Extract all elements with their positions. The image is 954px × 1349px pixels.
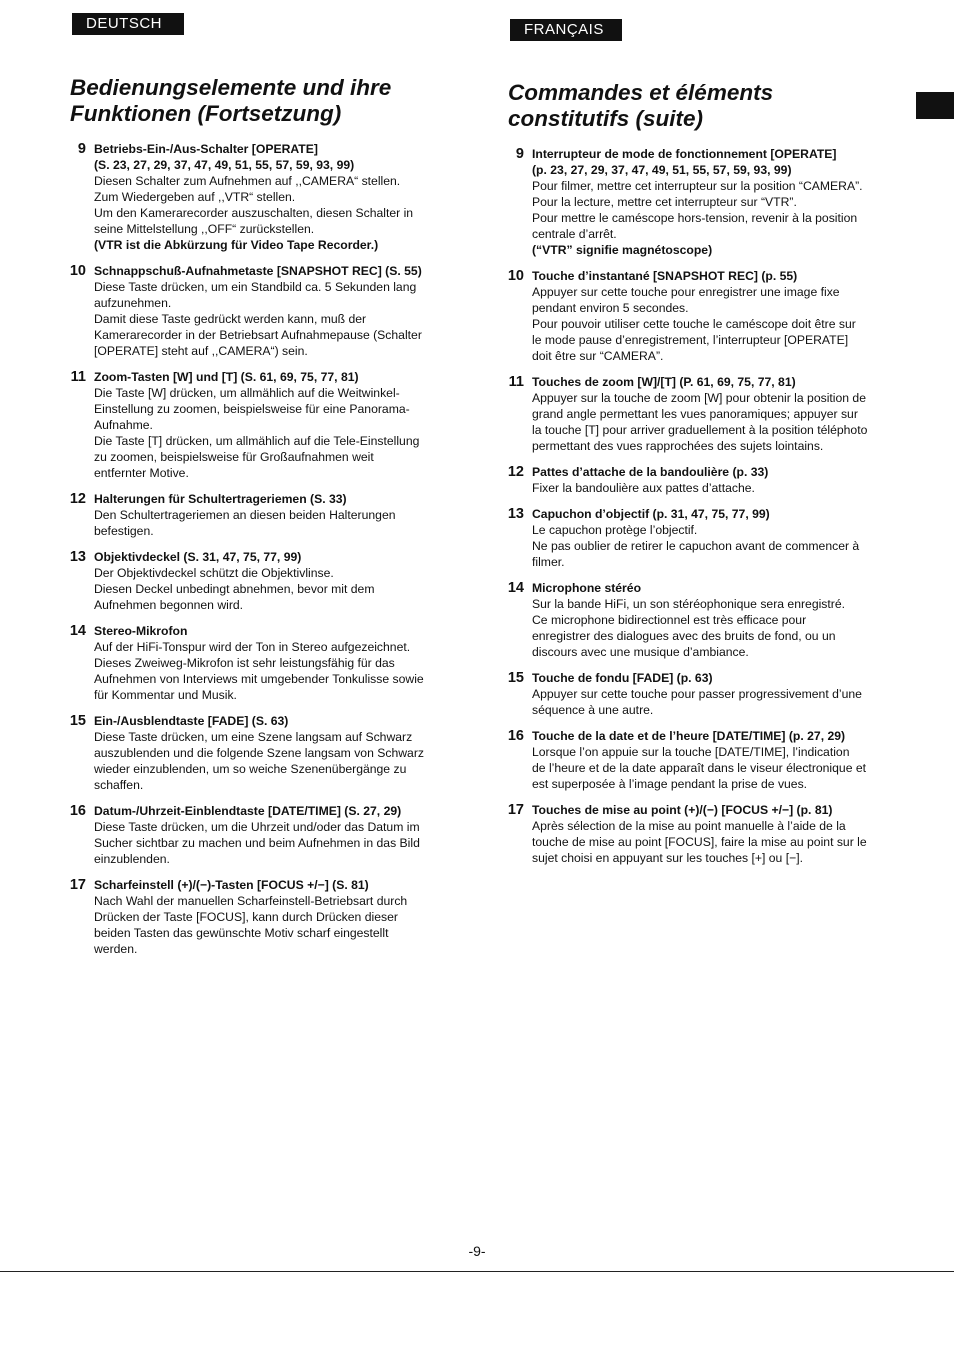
item-heading: Ein-/Ausblendtaste [FADE] (S. 63) bbox=[94, 714, 289, 728]
item-number: 16 bbox=[69, 803, 86, 819]
item-text-line: schaffen. bbox=[94, 778, 144, 792]
list-item bbox=[62, 549, 447, 613]
title-line-2: constitutifs (suite) bbox=[508, 106, 703, 131]
item-number: 12 bbox=[507, 464, 524, 480]
item-number: 10 bbox=[69, 263, 86, 279]
item-number: 11 bbox=[70, 369, 86, 385]
item-number: 14 bbox=[69, 623, 86, 639]
item-heading: Pattes d’attache de la bandoulière (p. 33) bbox=[532, 465, 769, 479]
item-text-line: Aufnehmen von Interviews mit umgebender Tonkulisse sowie bbox=[94, 672, 424, 686]
section-title-francais bbox=[508, 80, 890, 132]
item-text-line: Diesen Schalter zum Aufnehmen auf ,,CAMERA“ stellen. bbox=[94, 174, 401, 188]
list-item bbox=[62, 803, 447, 867]
item-text-line: Pour filmer, mettre cet interrupteur sur la position “CAMERA”. bbox=[532, 179, 863, 193]
page-edge-marker bbox=[916, 92, 954, 119]
item-text-line: séquence à une autre. bbox=[532, 703, 654, 717]
item-heading: Stereo-Mikrofon bbox=[94, 624, 188, 638]
list-item bbox=[500, 728, 890, 792]
item-note: (“VTR” signifie magnétoscope) bbox=[532, 243, 713, 257]
item-text-line: la touche [T] pour arriver graduellement à la position téléphoto bbox=[532, 423, 868, 437]
item-text-line: aufzunehmen. bbox=[94, 296, 172, 310]
list-item bbox=[62, 713, 447, 793]
item-number: 13 bbox=[507, 506, 524, 522]
list-item bbox=[500, 506, 890, 570]
item-text-line: Sucher sichtbar zu machen und beim Aufnehmen in das Bild bbox=[94, 836, 420, 850]
item-text-line: Der Objektivdeckel schützt die Objektivlinse. bbox=[94, 566, 334, 580]
language-tab-deutsch: DEUTSCH bbox=[72, 13, 184, 35]
list-item bbox=[500, 802, 890, 866]
list-item bbox=[62, 369, 447, 481]
item-text-line: Aufnahme. bbox=[94, 418, 153, 432]
item-list bbox=[500, 146, 890, 866]
item-number: 14 bbox=[507, 580, 524, 596]
item-heading: Touche de fondu [FADE] (p. 63) bbox=[532, 671, 713, 685]
item-text-line: Sur la bande HiFi, un son stéréophonique sera enregistré. bbox=[532, 597, 846, 611]
page-number: -9- bbox=[468, 1243, 486, 1259]
item-number: 15 bbox=[507, 670, 524, 686]
item-text-line: Dieses Zweiweg-Mikrofon ist sehr leistungsfähig für das bbox=[94, 656, 395, 670]
item-heading: Scharfeinstell (+)/(−)-Tasten [FOCUS +/−] (S. 81) bbox=[94, 878, 369, 892]
item-text-line: Damit diese Taste gedrückt werden kann, muß der bbox=[94, 312, 367, 326]
item-heading: Betriebs-Ein-/Aus-Schalter [OPERATE] bbox=[94, 142, 318, 156]
list-item bbox=[500, 464, 890, 496]
item-number: 9 bbox=[515, 146, 524, 162]
item-text-line: Auf der HiFi-Tonspur wird der Ton in Stereo aufgezeichnet. bbox=[94, 640, 411, 654]
item-page-refs: (p. 23, 27, 29, 37, 47, 49, 51, 55, 57, 59, 93, 99) bbox=[532, 163, 792, 177]
item-text-line: Die Taste [W] drücken, um allmählich auf die Weitwinkel- bbox=[94, 386, 400, 400]
item-heading: Microphone stéréo bbox=[532, 581, 642, 595]
item-text-line: Ce microphone bidirectionnel est très efficace pour bbox=[532, 613, 807, 627]
item-number: 10 bbox=[507, 268, 524, 284]
item-text-line: sujet choisi en appuyant sur les touches [+] ou [−]. bbox=[532, 851, 803, 865]
item-heading: Capuchon d’objectif (p. 31, 47, 75, 77, 99) bbox=[532, 507, 770, 521]
item-number: 12 bbox=[69, 491, 86, 507]
item-number: 15 bbox=[69, 713, 86, 729]
item-text-line: beiden Tasten das gewünschte Motiv scharf eingestellt bbox=[94, 926, 389, 940]
item-text-line: Drücken der Taste [FOCUS], kann durch Drücken dieser bbox=[94, 910, 398, 924]
item-text-line: Appuyer sur cette touche pour passer progressivement d’une bbox=[532, 687, 862, 701]
item-text-line: Diese Taste drücken, um eine Szene langsam auf Schwarz bbox=[94, 730, 413, 744]
item-text-line: le mode pause d’enregistrement, l’interrupteur [OPERATE] bbox=[532, 333, 849, 347]
item-text-line: permettant des vues rapprochées des sujets lointains. bbox=[532, 439, 824, 453]
item-heading: Schnappschuß-Aufnahmetaste [SNAPSHOT REC] (S. 55) bbox=[94, 264, 422, 278]
language-tab-francais: FRANÇAIS bbox=[510, 19, 622, 41]
item-number: 16 bbox=[507, 728, 524, 744]
list-item bbox=[500, 580, 890, 660]
list-item bbox=[62, 491, 447, 539]
list-item bbox=[500, 374, 890, 454]
item-text-line: befestigen. bbox=[94, 524, 154, 538]
item-text-line: de l’heure et de la date apparaît dans le viseur électronique et bbox=[532, 761, 867, 775]
item-heading: Halterungen für Schultertrageriemen (S. 33) bbox=[94, 492, 347, 506]
deutsch-column bbox=[62, 75, 447, 967]
bottom-rule bbox=[0, 1271, 954, 1272]
item-text-line: Kamerarecorder in der Betriebsart Aufnahmepause (Schalter bbox=[94, 328, 422, 342]
item-heading: Objektivdeckel (S. 31, 47, 75, 77, 99) bbox=[94, 550, 302, 564]
list-item bbox=[500, 146, 890, 258]
item-text-line: auszublenden und die folgende Szene langsam von Schwarz bbox=[94, 746, 424, 760]
title-line-1: Commandes et éléments bbox=[508, 80, 774, 105]
item-number: 17 bbox=[69, 877, 86, 893]
list-item bbox=[500, 670, 890, 718]
item-text-line: Aufnehmen begonnen wird. bbox=[94, 598, 244, 612]
item-text-line: touche de mise au point [FOCUS], faire la mise au point sur le bbox=[532, 835, 867, 849]
item-heading: Zoom-Tasten [W] und [T] (S. 61, 69, 75, 77, 81) bbox=[94, 370, 359, 384]
item-number: 9 bbox=[77, 141, 86, 157]
item-text-line: discours avec une musique d’ambiance. bbox=[532, 645, 749, 659]
item-heading: Touche d’instantané [SNAPSHOT REC] (p. 55) bbox=[532, 269, 798, 283]
item-text-line: Fixer la bandoulière aux pattes d’attache. bbox=[532, 481, 755, 495]
item-heading: Interrupteur de mode de fonctionnement [OPERATE] bbox=[532, 147, 837, 161]
item-text-line: centrale d’arrêt. bbox=[532, 227, 617, 241]
item-text-line: Diese Taste drücken, um ein Standbild ca. 5 Sekunden lang bbox=[94, 280, 417, 294]
item-text-line: Le capuchon protège l’objectif. bbox=[532, 523, 698, 537]
item-heading: Touche de la date et de l’heure [DATE/TIME] (p. 27, 29) bbox=[532, 729, 846, 743]
item-number: 11 bbox=[508, 374, 524, 390]
item-text-line: pendant environ 5 secondes. bbox=[532, 301, 689, 315]
list-item bbox=[62, 263, 447, 359]
item-number: 13 bbox=[69, 549, 86, 565]
item-text-line: seine Mittelstellung ,,OFF“ zurückstellen. bbox=[94, 222, 315, 236]
item-heading: Touches de zoom [W]/[T] (P. 61, 69, 75, 77, 81) bbox=[532, 375, 796, 389]
item-text-line: filmer. bbox=[532, 555, 565, 569]
item-text-line: entfernter Motive. bbox=[94, 466, 189, 480]
item-text-line: Den Schultertrageriemen an diesen beiden Halterungen bbox=[94, 508, 396, 522]
item-text-line: Appuyer sur la touche de zoom [W] pour obtenir la position de bbox=[532, 391, 866, 405]
item-text-line: doit être sur “CAMERA”. bbox=[532, 349, 664, 363]
item-text-line: Pour la lecture, mettre cet interrupteur sur “VTR”. bbox=[532, 195, 797, 209]
title-line-1: Bedienungselemente und ihre bbox=[70, 75, 392, 100]
item-text-line: Nach Wahl der manuellen Scharfeinstell-Betriebsart durch bbox=[94, 894, 408, 908]
item-text-line: Die Taste [T] drücken, um allmählich auf die Tele-Einstellung bbox=[94, 434, 420, 448]
item-list bbox=[62, 141, 447, 957]
item-number: 17 bbox=[507, 802, 524, 818]
section-title-deutsch bbox=[70, 75, 447, 127]
list-item bbox=[62, 623, 447, 703]
item-text-line: Diesen Deckel unbedingt abnehmen, bevor mit dem bbox=[94, 582, 375, 596]
item-text-line: werden. bbox=[94, 942, 138, 956]
list-item bbox=[62, 877, 447, 957]
item-text-line: [OPERATE] steht auf ,,CAMERA“) sein. bbox=[94, 344, 308, 358]
item-text-line: Appuyer sur cette touche pour enregistrer une image fixe bbox=[532, 285, 840, 299]
item-text-line: einzublenden. bbox=[94, 852, 170, 866]
item-text-line: Zum Wiedergeben auf ,,VTR“ stellen. bbox=[94, 190, 296, 204]
item-text-line: Lorsque l’on appuie sur la touche [DATE/TIME], l’indication bbox=[532, 745, 850, 759]
item-text-line: Um den Kamerarecorder auszuschalten, diesen Schalter in bbox=[94, 206, 414, 220]
list-item bbox=[500, 268, 890, 364]
item-text-line: Pour mettre le caméscope hors-tension, revenir à la position bbox=[532, 211, 858, 225]
item-heading: Touches de mise au point (+)/(−) [FOCUS +/−] (p. 81) bbox=[532, 803, 833, 817]
item-text-line: est superposée à l’image pendant la prise de vues. bbox=[532, 777, 808, 791]
title-line-2: Funktionen (Fortsetzung) bbox=[70, 101, 342, 126]
item-heading: Datum-/Uhrzeit-Einblendtaste [DATE/TIME] (S. 27, 29) bbox=[94, 804, 402, 818]
francais-column bbox=[500, 80, 890, 876]
item-page-refs: (S. 23, 27, 29, 37, 47, 49, 51, 55, 57, 59, 93, 99) bbox=[94, 158, 355, 172]
item-text-line: enregistrer des dialogues avec des bruits de fond, ou un bbox=[532, 629, 836, 643]
item-text-line: grand angle permettant les vues panoramiques; appuyer sur bbox=[532, 407, 858, 421]
item-text-line: Ne pas oublier de retirer le capuchon avant de commencer à bbox=[532, 539, 860, 553]
item-text-line: für Kommentar und Musik. bbox=[94, 688, 237, 702]
item-text-line: wieder einzublenden, um so weiche Szenenübergänge zu bbox=[94, 762, 407, 776]
list-item bbox=[62, 141, 447, 253]
item-text-line: Pour pouvoir utiliser cette touche le caméscope doit être sur bbox=[532, 317, 856, 331]
item-note: (VTR ist die Abkürzung für Video Tape Recorder.) bbox=[94, 238, 379, 252]
item-text-line: Après sélection de la mise au point manuelle à l’aide de la bbox=[532, 819, 846, 833]
item-text-line: zu zoomen, beispielsweise für Großaufnahmen weit bbox=[94, 450, 374, 464]
item-text-line: Einstellung zu zoomen, beispielsweise für eine Panorama- bbox=[94, 402, 410, 416]
item-text-line: Diese Taste drücken, um die Uhrzeit und/oder das Datum im bbox=[94, 820, 420, 834]
